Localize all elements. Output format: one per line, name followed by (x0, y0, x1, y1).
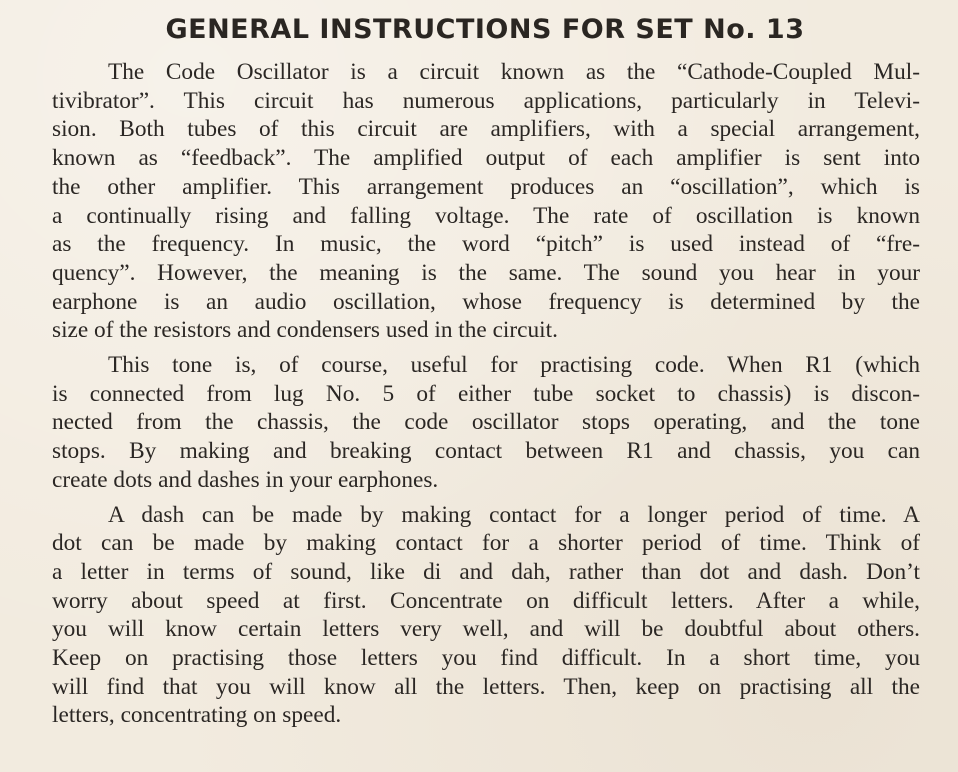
text-line: This tone is, of course, useful for practising code. When R1 (which (108, 352, 920, 379)
instructions-body (52, 58, 920, 730)
text-line: a letter in terms of sound, like di and dah, rather than dot and dash. Don’t (52, 558, 920, 585)
page-title: GENERAL INSTRUCTIONS FOR SET No. 13 (165, 14, 805, 45)
text-line: letters, concentrating on speed. (52, 702, 342, 729)
text-line: sion. Both tubes of this circuit are amplifiers, with a special arrangement, (52, 116, 920, 143)
paragraph-3 (52, 501, 920, 731)
text-line: dot can be made by making contact for a shorter period of time. Think of (52, 530, 920, 557)
text-line: a continually rising and falling voltage. The rate of oscillation is known (52, 202, 920, 229)
text-line: create dots and dashes in your earphones. (52, 466, 439, 493)
text-line: nected from the chassis, the code oscillator stops operating, and the tone (52, 409, 920, 436)
text-line: will find that you will know all the letters. Then, keep on practising all the (52, 673, 920, 700)
text-line: tivibrator”. This circuit has numerous applications, particularly in Televi- (52, 87, 920, 114)
paragraph-1 (52, 58, 920, 345)
text-line: earphone is an audio oscillation, whose frequency is determined by the (52, 288, 920, 315)
text-line: The Code Oscillator is a circuit known as the “Cathode-Coupled Mul- (108, 59, 920, 85)
text-line: you will know certain letters very well, and will be doubtful about others. (52, 616, 920, 643)
text-line: as the frequency. In music, the word “pitch” is used instead of “fre- (52, 231, 920, 258)
paragraph-2 (52, 351, 920, 495)
text-line: the other amplifier. This arrangement produces an “oscillation”, which is (52, 173, 920, 200)
text-line: stops. By making and breaking contact between R1 and chassis, you can (52, 438, 920, 465)
text-line: quency”. However, the meaning is the same. The sound you hear in your (52, 259, 920, 286)
text-line: A dash can be made by making contact for a longer period of time. A (108, 501, 920, 528)
text-line: known as “feedback”. The amplified output of each amplifier is sent into (52, 145, 920, 172)
text-line: size of the resistors and condensers used in the circuit. (52, 317, 558, 344)
text-line: worry about speed at first. Concentrate on difficult letters. After a while, (52, 587, 920, 614)
text-line: Keep on practising those letters you find difficult. In a short time, you (52, 645, 920, 672)
text-line: is connected from lug No. 5 of either tube socket to chassis) is discon- (52, 380, 920, 407)
